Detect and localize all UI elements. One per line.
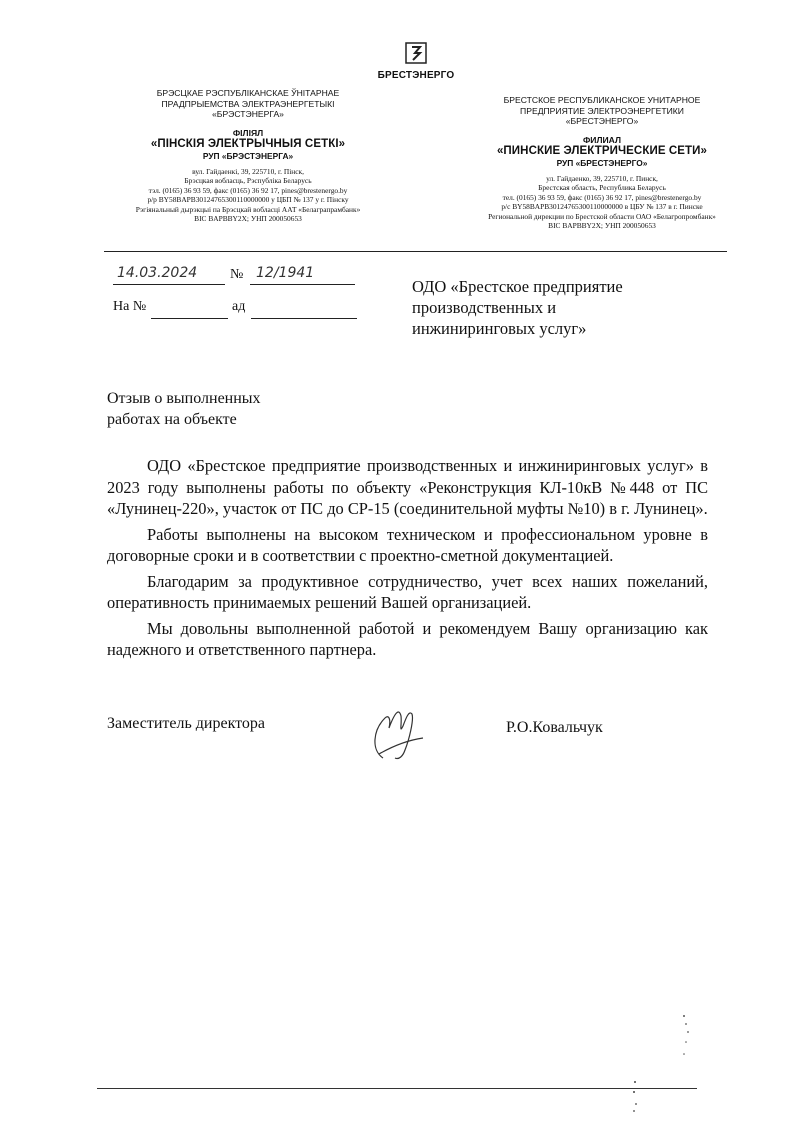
signatory-title: Заместитель директора: [107, 715, 266, 732]
letter-body: [107, 455, 708, 665]
reference-line: [113, 299, 363, 321]
scan-marks: [662, 1012, 692, 1062]
contact-line: ул. Гайдаенко, 39, 225710, г. Пинск,: [546, 173, 658, 183]
letterhead-belarusian: [118, 88, 378, 224]
branch-label: ФІЛІЯЛ: [232, 127, 264, 138]
body-paragraph: Благодарим за продуктивное сотрудничество, учет всех наших пожеланий, оперативность принимаемых решений Вашей организацией.: [107, 571, 708, 612]
ref-from-label: ад: [232, 299, 246, 314]
body-paragraph: Мы довольны выполненной работой и рекомендуем Вашу организацию как надежного и ответственного партнера.: [107, 618, 708, 659]
subject-line: работах на объекте: [107, 411, 237, 428]
contacts-block: [118, 167, 378, 224]
brestenergo-logo-icon: [405, 42, 427, 64]
contact-line: тэл. (0165) 36 93 59, факс (0165) 36 92 17, pines@brestenergo.by: [148, 185, 348, 195]
handwritten-number: 12/1941: [256, 265, 315, 281]
addressee-line: ОДО «Брестское предприятие: [412, 277, 623, 296]
signatory-name: Р.О.Ковальчук: [506, 719, 603, 736]
contact-line: Брэсцкая вобласць, Рэспубліка Беларусь: [184, 176, 312, 185]
body-paragraph: Работы выполнены на высоком техническом и профессиональном уровне в договорные сроки и в соответствии с проектно-сметной документацией.: [107, 524, 708, 565]
org-name-line: «БРЭСТЭНЕРГА»: [212, 109, 284, 119]
number-sign: №: [230, 267, 244, 282]
org-name-line: БРЕСТСКОЕ РЕСПУБЛИКАНСКОЕ УНИТАРНОЕ: [503, 95, 701, 105]
org-name-line: ПРАДПРЫЕМСТВА ЭЛЕКТРАЭНЕРГЕТЫКІ: [161, 98, 335, 109]
branch-label: ФИЛИАЛ: [582, 134, 622, 145]
handwritten-date: 14.03.2024: [117, 265, 198, 281]
branch-name: «ПИНСКИЕ ЭЛЕКТРИЧЕСКИЕ СЕТИ»: [496, 144, 708, 157]
addressee: [412, 276, 712, 339]
contact-line: Региональной дирекции по Брестской области ОАО «Белагропромбанк»: [488, 211, 716, 221]
subject-line: Отзыв о выполненных: [107, 390, 261, 407]
contact-line: р/р BY58BAPB30124765300110000000 у ЦБП № 137 у г. Пінску: [147, 195, 349, 204]
letterhead-russian: [467, 95, 737, 231]
contact-line: BIC BAPBBY2X; УНП 200050653: [548, 221, 656, 230]
handwritten-signature: [365, 700, 435, 765]
contacts-block: [467, 174, 737, 231]
org-name-line: «БРЕСТЭНЕРГО»: [565, 116, 639, 126]
branch-name: «ПІНСКІЯ ЭЛЕКТРЫЧНЫЯ СЕТКІ»: [150, 137, 346, 150]
ref-date-blank: [251, 299, 357, 319]
body-paragraph: ОДО «Брестское предприятие производственных и инжиниринговых услуг» в 2023 году выполнены работы по объекту «Реконструкция КЛ-10кВ №448 от ПС «Лунинец-220», участок от ПС до СР-15 (соединительной муфты №10) в г. Лунинец».: [107, 456, 708, 518]
letter-subject: [107, 388, 357, 430]
ref-label: На №: [113, 299, 147, 314]
contact-line: тел. (0165) 36 93 59, факс (0165) 36 92 17, pines@brestenergo.by: [502, 192, 702, 202]
contact-line: вул. Гайдаенкі, 39, 225710, г. Пінск,: [192, 166, 304, 176]
contact-line: Брестская область, Республика Беларусь: [538, 183, 666, 192]
branch-sub: РУП «БРЭСТЭНЕРГА»: [202, 150, 294, 161]
org-name-line: БРЭСЦКАЕ РЭСПУБЛІКАНСКАЕ ЎНІТАРНАЕ: [156, 88, 340, 98]
contact-line: р/с BY58BAPB30124765300110000000 в ЦБУ № 137 в г. Пинске: [501, 202, 703, 211]
addressee-line: инжиниринговых услуг»: [412, 319, 587, 338]
branch-sub: РУП «БРЕСТЭНЕРГО»: [556, 157, 648, 168]
footer-line: [97, 1088, 697, 1089]
company-logo: [376, 42, 456, 81]
contact-line: Рэгіянальный дырэкцыі па Брэсцкай вобласці ААТ «Белаграпрамбанк»: [135, 204, 361, 214]
addressee-line: производственных и: [412, 298, 557, 317]
org-name-line: ПРЕДПРИЯТИЕ ЭЛЕКТРОЭНЕРГЕТИКИ: [520, 105, 684, 116]
scan-marks: [628, 1078, 642, 1114]
ref-number-blank: [151, 299, 228, 319]
outgoing-date-number: [113, 265, 355, 287]
logo-text: БРЕСТЭНЕРГО: [377, 70, 455, 81]
header-divider: [104, 251, 727, 252]
contact-line: BIC BAPBBY2X; УНП 200050653: [194, 214, 302, 223]
